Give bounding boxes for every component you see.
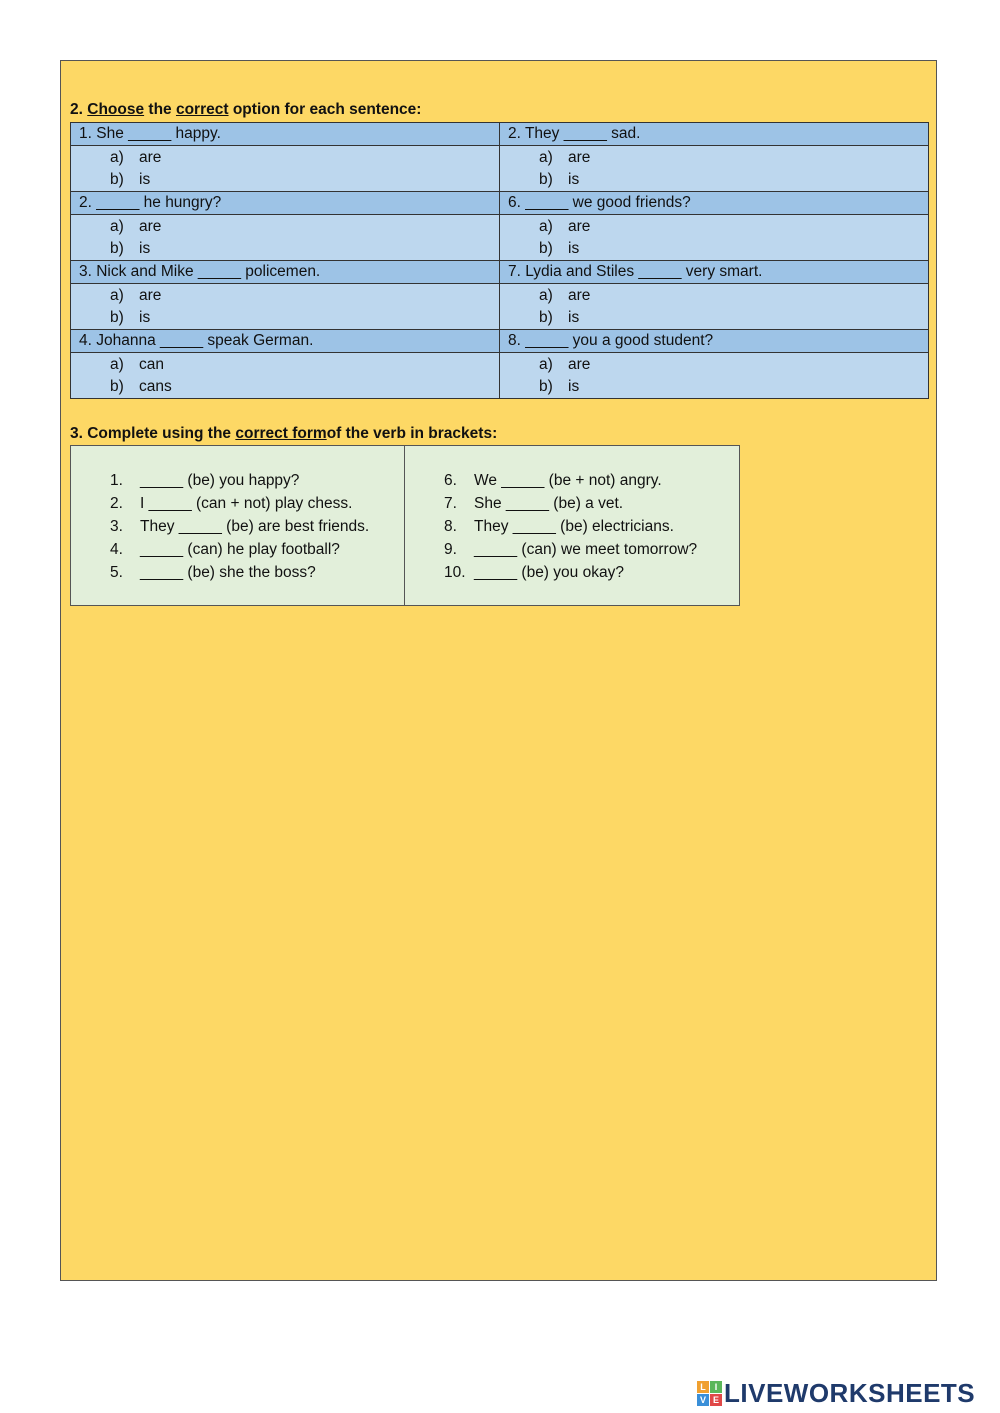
option-letter: b) <box>539 171 553 188</box>
options-cell <box>71 284 500 330</box>
section-3-title: 3. Complete using the correct formof the verb in brackets: <box>70 425 498 442</box>
answer-option[interactable] <box>79 307 499 329</box>
option-letter: b) <box>110 378 124 395</box>
verb-form-column-right <box>405 446 739 605</box>
option-letter: b) <box>539 309 553 326</box>
verb-form-column-left <box>71 446 405 605</box>
item-text[interactable]: _____ (be) she the boss? <box>140 564 316 581</box>
question-cell: 2. _____ he hungry? <box>71 192 500 215</box>
exercise-item <box>444 538 739 561</box>
question-cell: 4. Johanna _____ speak German. <box>71 330 500 353</box>
option-text: can <box>139 356 164 373</box>
options-row <box>71 353 929 399</box>
exercise-item <box>110 492 404 515</box>
option-text: are <box>139 287 162 304</box>
item-text[interactable]: _____ (can) we meet tomorrow? <box>474 541 698 558</box>
answer-option[interactable] <box>79 376 499 398</box>
option-letter: a) <box>539 218 553 235</box>
options-cell <box>71 353 500 399</box>
logo-cube-icon: L I V E <box>697 1381 722 1406</box>
question-cell: 2. They _____ sad. <box>500 123 929 146</box>
option-letter: a) <box>110 218 124 235</box>
answer-option[interactable] <box>79 354 499 376</box>
answer-option[interactable] <box>508 169 928 191</box>
options-row <box>71 284 929 330</box>
option-text: are <box>568 149 591 166</box>
answer-option[interactable] <box>79 169 499 191</box>
item-text[interactable]: _____ (be) you okay? <box>474 564 624 581</box>
exercise-item <box>110 561 404 584</box>
item-number: 9. <box>444 541 457 558</box>
option-text: is <box>139 171 151 188</box>
options-row <box>71 215 929 261</box>
item-text[interactable]: _____ (be) you happy? <box>140 472 300 489</box>
logo-brand-text: LIVEWORKSHEETS <box>724 1378 976 1408</box>
options-cell <box>71 146 500 192</box>
question-cell: 3. Nick and Mike _____ policemen. <box>71 261 500 284</box>
section-2-title: 2. Choose the correct option for each sentence: <box>70 101 422 118</box>
options-cell <box>500 215 929 261</box>
item-text[interactable]: I _____ (can + not) play chess. <box>140 495 353 512</box>
answer-option[interactable] <box>79 285 499 307</box>
exercise-item <box>444 515 739 538</box>
answer-option[interactable] <box>508 307 928 329</box>
item-text[interactable]: They _____ (be) electricians. <box>474 518 674 535</box>
option-text: are <box>139 218 162 235</box>
answer-option[interactable] <box>79 147 499 169</box>
option-text: cans <box>139 378 172 395</box>
exercise-item <box>444 561 739 584</box>
answer-option[interactable] <box>508 285 928 307</box>
question-cell: 8. _____ you a good student? <box>500 330 929 353</box>
item-number: 2. <box>110 495 123 512</box>
item-number: 8. <box>444 518 457 535</box>
question-row <box>71 261 929 284</box>
item-number: 7. <box>444 495 457 512</box>
answer-option[interactable] <box>508 238 928 260</box>
options-cell <box>500 284 929 330</box>
item-number: 6. <box>444 472 457 489</box>
option-text: is <box>568 378 580 395</box>
question-row <box>71 123 929 146</box>
item-number: 4. <box>110 541 123 558</box>
question-cell: 6. _____ we good friends? <box>500 192 929 215</box>
options-cell <box>500 146 929 192</box>
answer-option[interactable] <box>508 147 928 169</box>
question-cell: 1. She _____ happy. <box>71 123 500 146</box>
answer-option[interactable] <box>508 376 928 398</box>
exercise-item <box>110 515 404 538</box>
question-row <box>71 330 929 353</box>
exercise-item <box>444 469 739 492</box>
exercise-item <box>110 469 404 492</box>
option-letter: b) <box>110 309 124 326</box>
item-number: 3. <box>110 518 123 535</box>
item-text[interactable]: _____ (can) he play football? <box>140 541 340 558</box>
answer-option[interactable] <box>79 238 499 260</box>
item-number: 1. <box>110 472 123 489</box>
exercise-item <box>444 492 739 515</box>
option-letter: a) <box>539 149 553 166</box>
liveworksheets-logo <box>697 1378 975 1409</box>
option-text: are <box>139 149 162 166</box>
item-number: 5. <box>110 564 123 581</box>
option-text: is <box>568 171 580 188</box>
options-row <box>71 146 929 192</box>
options-cell <box>71 215 500 261</box>
item-text[interactable]: We _____ (be + not) angry. <box>474 472 662 489</box>
option-text: is <box>139 240 151 257</box>
option-text: are <box>568 287 591 304</box>
option-text: are <box>568 356 591 373</box>
item-text[interactable]: She _____ (be) a vet. <box>474 495 624 512</box>
exercise-item <box>110 538 404 561</box>
answer-option[interactable] <box>508 216 928 238</box>
option-text: are <box>568 218 591 235</box>
option-letter: b) <box>539 378 553 395</box>
option-letter: a) <box>110 149 124 166</box>
option-letter: a) <box>110 287 124 304</box>
question-cell: 7. Lydia and Stiles _____ very smart. <box>500 261 929 284</box>
option-letter: a) <box>539 287 553 304</box>
option-text: is <box>568 309 580 326</box>
option-text: is <box>568 240 580 257</box>
option-letter: a) <box>110 356 124 373</box>
option-text: is <box>139 309 151 326</box>
option-letter: b) <box>110 240 124 257</box>
question-row <box>71 192 929 215</box>
option-letter: b) <box>539 240 553 257</box>
worksheet-page <box>60 60 937 1281</box>
item-text[interactable]: They _____ (be) are best friends. <box>140 518 370 535</box>
option-letter: b) <box>110 171 124 188</box>
answer-option[interactable] <box>508 354 928 376</box>
option-letter: a) <box>539 356 553 373</box>
answer-option[interactable] <box>79 216 499 238</box>
item-number: 10. <box>444 564 466 581</box>
verb-form-box <box>70 445 740 606</box>
options-cell <box>500 353 929 399</box>
multiple-choice-table <box>70 122 929 399</box>
